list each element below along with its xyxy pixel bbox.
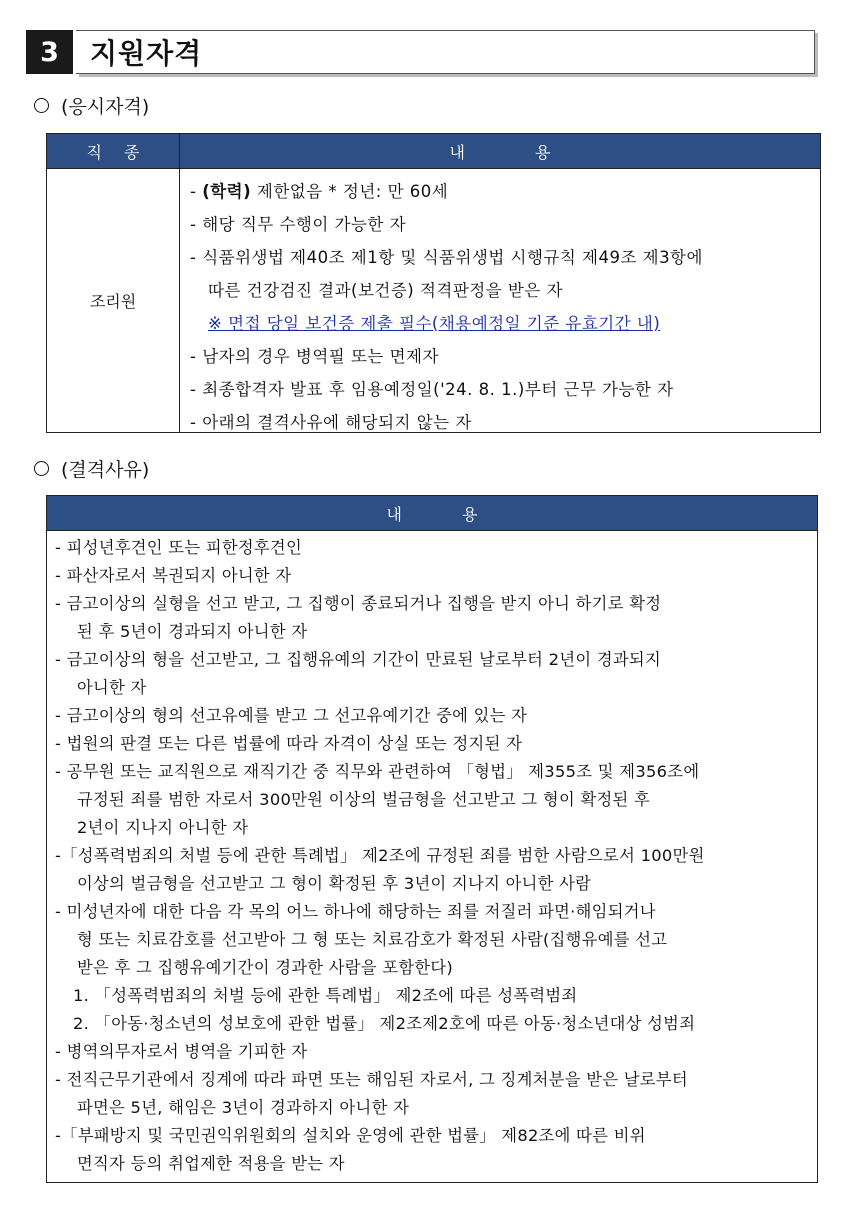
subheading-qualification	[34, 92, 149, 119]
qualification-table	[46, 133, 821, 433]
disqualification-line: - 병역의무자로서 병역을 기피한 자	[55, 1042, 308, 1061]
circle-bullet-icon	[34, 98, 49, 113]
disqualification-line: - 전직근무기관에서 징계에 따라 파면 또는 해임된 자로서, 그 징계처분을 받은 날로부터	[55, 1070, 688, 1089]
disqualification-line: - 금고이상의 형의 선고유예를 받고 그 선고유예기간 중에 있는 자	[55, 706, 528, 725]
qualification-line: - 남자의 경우 병역필 또는 면제자	[190, 347, 439, 366]
disqualification-table-body	[47, 531, 817, 1178]
disqualification-line: -「성폭력범죄의 처벌 등에 관한 특례법」 제2조에 규정된 죄를 범한 사람으로서 100만원	[55, 846, 705, 865]
job-type-cell: 조리원	[47, 169, 180, 432]
header-content: 내용	[449, 142, 621, 162]
qualification-line: - 최종합격자 발표 후 임용예정일('24. 8. 1.)부터 근무 가능한 자	[190, 380, 674, 399]
qualification-line: - 해당 직무 수행이 가능한 자	[190, 215, 407, 234]
disqualification-table	[46, 495, 818, 1183]
header-job-type: 직종	[47, 134, 180, 168]
section-number: 3	[26, 30, 73, 74]
disqualification-line: 받은 후 그 집행유예기간이 경과한 사람을 포함한다)	[77, 958, 454, 977]
qualification-line: 따른 건강검진 결과(보건증) 적격판정을 받은 자	[208, 281, 563, 300]
subheading-qualification-label: (응시자격)	[61, 96, 150, 118]
qualification-content-cell	[180, 169, 820, 432]
disqualification-line: - 파산자로서 복권되지 아니한 자	[55, 566, 292, 585]
section-header	[26, 30, 815, 74]
disqualification-subitem: 2. 「아동·청소년의 성보호에 관한 법률」 제2조제2호에 따른 아동·청소년대상 성범죄	[73, 1014, 696, 1033]
qualification-table-body	[47, 169, 820, 432]
health-certificate-note: ※ 면접 당일 보건증 제출 필수(채용예정일 기준 유효기간 내)	[208, 314, 661, 333]
subheading-disqualification	[34, 455, 149, 482]
disqualification-line: - 금고이상의 실형을 선고 받고, 그 집행이 종료되거나 집행을 받지 아니 하기로 확정	[55, 594, 662, 613]
circle-bullet-icon	[34, 461, 49, 476]
disqualification-line: 된 후 5년이 경과되지 아니한 자	[77, 622, 308, 641]
disqualification-line: - 미성년자에 대한 다음 각 목의 어느 하나에 해당하는 죄를 저질러 파면·해임되거나	[55, 902, 656, 921]
disqualification-line: 아니한 자	[77, 678, 147, 697]
section-title: 지원자격	[90, 37, 203, 70]
disqualification-line: 이상의 벌금형을 선고받고 그 형이 확정된 후 3년이 지나지 아니한 사람	[77, 874, 592, 893]
disqualification-line: - 공무원 또는 교직원으로 재직기간 중 직무와 관련하여 「형법」 제355조 및 제356조에	[55, 762, 700, 781]
qualification-line: - 식품위생법 제40조 제1항 및 식품위생법 시행규칙 제49조 제3항에	[190, 248, 703, 267]
subheading-disqualification-label: (결격사유)	[61, 459, 150, 481]
qualification-line: - (학력) 제한없음 * 정년: 만 60세	[190, 182, 449, 201]
disqualification-line: - 법원의 판결 또는 다른 법률에 따라 자격이 상실 또는 정지된 자	[55, 734, 523, 753]
disqualification-line: 파면은 5년, 해임은 3년이 경과하지 아니한 자	[77, 1098, 410, 1117]
disqualification-subitem: 1. 「성폭력범죄의 처벌 등에 관한 특례법」 제2조에 따른 성폭력범죄	[73, 986, 578, 1005]
disqualification-line: 형 또는 치료감호를 선고받아 그 형 또는 치료감호가 확정된 사람(집행유예를 선고	[77, 930, 668, 949]
disqualification-table-header: 내용	[47, 496, 817, 531]
disqualification-line: 2년이 지나지 아니한 자	[77, 818, 249, 837]
disqualification-line: -「부패방지 및 국민권익위원회의 설치와 운영에 관한 법률」 제82조에 따른 비위	[55, 1126, 646, 1145]
disqualification-line: 면직자 등의 취업제한 적용을 받는 자	[77, 1154, 345, 1173]
qualification-table-header	[47, 134, 820, 169]
section-title-box	[76, 30, 815, 74]
disqualification-line: 규정된 죄를 범한 자로서 300만원 이상의 벌금형을 선고받고 그 형이 확정된 후	[77, 790, 651, 809]
qualification-line: - 아래의 결격사유에 해당되지 않는 자	[190, 413, 472, 432]
disqualification-line: - 피성년후견인 또는 피한정후견인	[55, 538, 302, 557]
disqualification-line: - 금고이상의 형을 선고받고, 그 집행유예의 기간이 만료된 날로부터 2년이 경과되지	[55, 650, 661, 669]
